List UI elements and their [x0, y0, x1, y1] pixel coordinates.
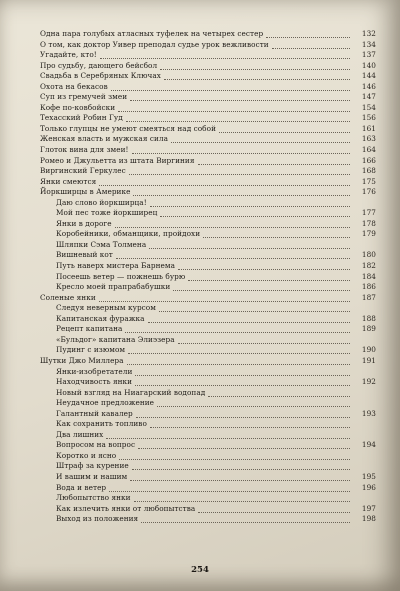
toc-entry-title: Коротко и ясно — [56, 450, 117, 460]
toc-entry-page: 194 — [361, 440, 376, 450]
dot-leader — [130, 470, 350, 481]
toc-entry-title: Охота на бекасов — [40, 81, 108, 91]
dot-leader — [160, 206, 350, 217]
toc-entry-title: Суп из гремучей змеи — [40, 92, 128, 102]
toc-entry-page: 198 — [361, 514, 376, 524]
toc-entry-title: Капитанская фуражка — [56, 313, 145, 323]
dot-leader — [130, 90, 350, 101]
dot-leader — [116, 248, 350, 259]
page-number: 254 — [191, 565, 209, 575]
toc-entry-title: Виргинский Геркулес — [40, 166, 126, 176]
toc-entry-title: Янки-изобретатели — [56, 366, 133, 376]
dot-leader — [198, 502, 350, 513]
dot-leader — [109, 481, 350, 492]
toc-entry-title: Только глупцы не умеют смеяться над собой — [40, 123, 216, 133]
toc-entry-title: Рецепт капитана — [56, 324, 123, 334]
toc-entry-title: Коробейники, обманщики, пройдохи — [56, 229, 201, 239]
toc-entry-title: Вода и ветер — [56, 482, 107, 492]
toc-entry-page: 195 — [361, 471, 376, 481]
toc-entry-title: «Бульдог» капитана Элиэзера — [56, 334, 175, 344]
dot-leader — [150, 417, 350, 428]
toc-entry-title: Путь наверх мистера Барнема — [56, 261, 175, 271]
dot-leader — [159, 301, 350, 312]
toc-entry-page: 161 — [361, 123, 376, 133]
toc-entry-title: Шутки Джо Миллера — [40, 355, 124, 365]
toc-entry-title: Галантный кавалер — [56, 408, 133, 418]
dot-leader — [171, 132, 350, 143]
toc-entry-page: 154 — [361, 102, 376, 112]
toc-entry-title: Любопытство янки — [56, 493, 131, 503]
dot-leader — [126, 111, 350, 122]
dot-leader — [115, 217, 350, 228]
toc-entry-page: 164 — [361, 145, 376, 155]
dot-leader — [266, 27, 350, 38]
toc-entry-title: Выход из положения — [56, 514, 139, 524]
toc-entry-title: Кофе по-ковбойски — [40, 102, 116, 112]
toc-entry-title: Как сохранить топливо — [56, 419, 147, 429]
toc-entry-page: 190 — [361, 345, 376, 355]
toc-entry-page: 187 — [361, 292, 376, 302]
toc-entry-page: 178 — [361, 218, 376, 228]
dot-leader — [100, 48, 350, 59]
toc-entry-title: Про судьбу, дающего бейсбол — [40, 60, 158, 70]
dot-leader — [148, 312, 351, 323]
dot-leader — [272, 38, 350, 49]
dot-leader — [106, 428, 350, 439]
toc-entry-title: Глоток вина для змеи! — [40, 145, 129, 155]
toc-entry-title: Как излечить янки от любопытства — [56, 503, 196, 513]
toc-entry-page: 134 — [361, 39, 376, 49]
toc-entry-title: О том, как доктор Уивер преподал судье урок вежливости — [40, 39, 269, 49]
toc-entry-page: 177 — [361, 208, 376, 218]
toc-entry-page: 147 — [361, 92, 376, 102]
dot-leader — [173, 280, 350, 291]
toc-entry-page: 166 — [361, 155, 376, 165]
toc-entry-title: Свадьба в Серебряных Ключах — [40, 71, 161, 81]
toc-entry-title: Одна пара голубых атласных туфелек на четырех сестер — [40, 29, 264, 38]
toc-entry-page: 179 — [361, 229, 376, 239]
toc-entry-title: Угадайте, кто! — [40, 50, 97, 60]
dot-leader — [132, 143, 350, 154]
toc-entry-title: Техасский Робин Гуд — [40, 113, 123, 123]
toc-entry-title: Вопросом на вопрос — [56, 440, 136, 450]
toc-entry-page: 176 — [361, 187, 376, 197]
toc-entry-page: 132 — [361, 29, 376, 38]
toc-entry-title: Неудачное предложение — [56, 398, 155, 408]
toc-entry-page: 140 — [361, 60, 376, 70]
toc-entry-title: Шляпки Сэма Толмена — [56, 239, 147, 249]
toc-entry-title: Янки смеются — [40, 176, 97, 186]
dot-leader — [118, 101, 350, 112]
toc-entry-page: 175 — [361, 176, 376, 186]
toc-entry-title: Соленые янки — [40, 292, 96, 302]
toc-entry-page: 189 — [361, 324, 376, 334]
dot-leader — [150, 196, 350, 207]
dot-leader — [135, 365, 350, 376]
toc-entry-page: 186 — [361, 282, 376, 292]
toc-entry-page: 191 — [361, 355, 376, 365]
dot-leader — [111, 80, 350, 91]
toc-entry-title: Вишневый кот — [56, 250, 113, 260]
dot-leader — [157, 396, 350, 407]
dot-leader — [129, 164, 350, 175]
toc-entry-title: Новый взгляд на Ниагарский водопад — [56, 387, 206, 397]
toc-entry-page: 192 — [361, 377, 376, 387]
dot-leader — [132, 459, 350, 470]
toc-entry-page: 197 — [361, 503, 376, 513]
toc-entry-page: 182 — [361, 261, 376, 271]
dot-leader — [125, 322, 350, 333]
toc-entry-title: Посеешь ветер — пожнешь бурю — [56, 271, 186, 281]
toc-entry-page: 196 — [361, 482, 376, 492]
dot-leader — [203, 227, 350, 238]
toc-entry-page: 193 — [361, 408, 376, 418]
dot-leader — [135, 375, 350, 386]
dot-leader — [99, 175, 350, 186]
toc-entry-title: Кресло моей прапрабабушки — [56, 282, 171, 292]
dot-leader — [99, 291, 350, 302]
toc-entry — [40, 514, 376, 525]
toc-entry-title: Пудинг с изюмом — [56, 345, 126, 355]
toc-entry-page: 188 — [361, 313, 376, 323]
toc-entry-page: 137 — [361, 50, 376, 60]
dot-leader — [149, 238, 350, 249]
dot-leader — [164, 69, 350, 80]
toc-entry-title: Даю слово йоркширца! — [56, 197, 147, 207]
toc-entry-title: Находчивость янки — [56, 377, 133, 387]
dot-leader — [134, 491, 350, 502]
dot-leader — [219, 122, 350, 133]
toc-entry-page: 163 — [361, 134, 376, 144]
dot-leader — [178, 333, 350, 344]
dot-leader — [138, 438, 350, 449]
toc-entry-page: 146 — [361, 81, 376, 91]
toc-entry-page: 184 — [361, 271, 376, 281]
toc-entry-page: 168 — [361, 166, 376, 176]
toc-entry-title: Мой пес тоже йоркширец — [56, 208, 158, 218]
dot-leader — [136, 407, 350, 418]
dot-leader — [208, 386, 350, 397]
toc-entry-page: 180 — [361, 250, 376, 260]
dot-leader — [198, 154, 350, 165]
dot-leader — [178, 259, 350, 270]
toc-entry-title: Йоркширцы в Америке — [40, 187, 131, 197]
toc-entry-page: 156 — [361, 113, 376, 123]
dot-leader — [188, 270, 350, 281]
toc-entry-title: Штраф за курение — [56, 461, 129, 471]
toc-entry-title: Следуя неверным курсом — [56, 303, 156, 313]
dot-leader — [133, 185, 350, 196]
toc-entry-title: Два лишних — [56, 429, 104, 439]
dot-leader — [119, 449, 350, 460]
dot-leader — [160, 59, 350, 70]
table-of-contents — [40, 29, 376, 525]
dot-leader — [127, 354, 350, 365]
dot-leader — [128, 343, 350, 354]
toc-entry-title: Ромео и Джульетта из штата Виргиния — [40, 155, 195, 165]
toc-entry-title: Женская власть и мужская сила — [40, 134, 168, 144]
toc-entry-title: Янки в дороге — [56, 218, 112, 228]
dot-leader — [141, 512, 350, 523]
toc-entry-page: 144 — [361, 71, 376, 81]
toc-entry-title: И вашим и нашим — [56, 471, 128, 481]
